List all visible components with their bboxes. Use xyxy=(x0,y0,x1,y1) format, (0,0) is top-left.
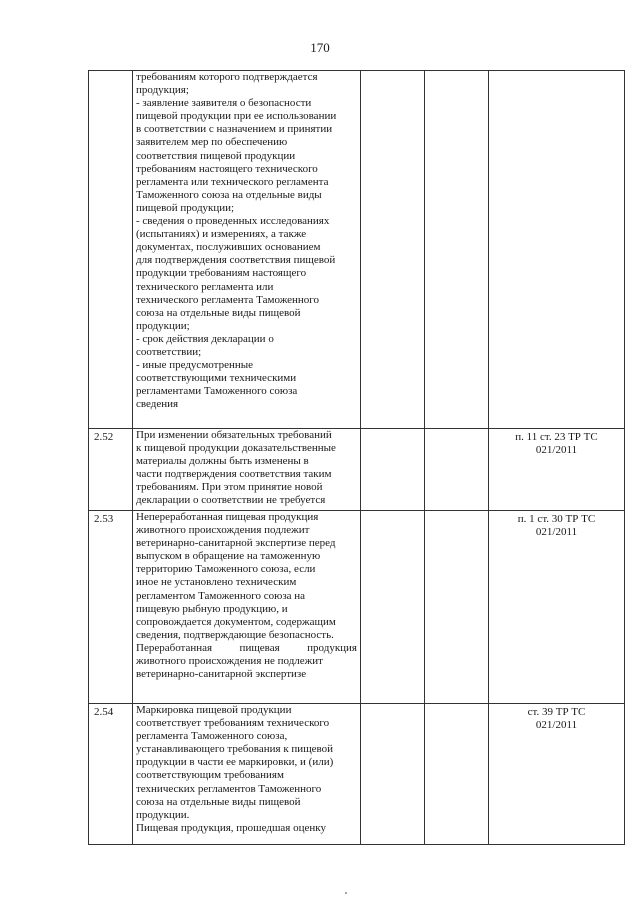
table-row-2-54 xyxy=(89,704,625,845)
blank-cell xyxy=(361,704,425,845)
requirements-table xyxy=(88,70,625,845)
table-row-continuation xyxy=(89,71,625,429)
requirement-text-cell xyxy=(133,71,361,429)
text-line: продукции; xyxy=(136,319,190,332)
text-line: устанавливающего требования к пищевой xyxy=(136,743,334,756)
text-line: продукции требованиям настоящего xyxy=(136,267,307,280)
text-line: технического регламента Таможенного xyxy=(136,293,320,306)
text-line: Непереработанная пищевая продукция xyxy=(136,511,319,523)
text-line: Переработанная пищевая продукция xyxy=(136,641,357,654)
text-line: материалы должны быть изменены в xyxy=(136,455,309,468)
text-line: регламентами Таможенного союза xyxy=(136,385,298,398)
text-line: иное не установлено техническим xyxy=(136,576,297,589)
text-line: Маркировка пищевой продукции xyxy=(136,704,292,716)
text-line: требованиям. При этом принятие новой xyxy=(136,481,323,494)
blank-cell xyxy=(361,71,425,429)
reference-line: 021/2011 xyxy=(535,526,578,539)
text-line: требованиям настоящего технического xyxy=(136,162,318,175)
text-line: Таможенного союза на отдельные виды xyxy=(136,188,322,201)
reference-cell xyxy=(489,511,625,704)
item-number-cell xyxy=(89,71,133,429)
blank-cell xyxy=(425,429,489,511)
text-line: пищевой продукции при ее использовании xyxy=(136,110,337,123)
text-line: технических регламентов Таможенного xyxy=(136,782,322,795)
text-line: в соответствии с назначением и принятии xyxy=(136,123,333,136)
requirement-text-cell xyxy=(133,511,361,704)
text-line: животного происхождения не подлежит xyxy=(136,655,323,668)
text-line: соответствующими техническими xyxy=(136,372,297,385)
text-line: - срок действия декларации о xyxy=(136,332,274,345)
text-line: Пищевая продукция, прошедшая оценку xyxy=(136,821,326,834)
text-line: части подтверждения соответствия таким xyxy=(136,468,332,481)
text-line: соответствует требованиям технического xyxy=(136,717,330,730)
text-line: (испытаниях) и измерениях, а также xyxy=(136,228,307,241)
text-line: продукция; xyxy=(136,84,189,97)
text-line: продукции в части ее маркировки, и (или) xyxy=(136,756,334,769)
text-line: территорию Таможенного союза, если xyxy=(136,563,316,576)
reference-cell xyxy=(489,71,625,429)
item-number-cell: 2.54 xyxy=(89,704,133,845)
text-line: животного происхождения подлежит xyxy=(136,524,310,537)
reference-line: 021/2011 xyxy=(535,719,578,732)
reference-line: ст. 39 ТР ТС xyxy=(527,706,586,718)
text-line: регламента Таможенного союза, xyxy=(136,730,288,743)
text-line: пищевую рыбную продукцию, и xyxy=(136,602,288,615)
text-line: заявителем мер по обеспечению xyxy=(136,136,288,149)
text-line: пищевой продукции; xyxy=(136,201,235,214)
blank-cell xyxy=(425,704,489,845)
text-line: для подтверждения соответствия пищевой xyxy=(136,254,336,267)
text-line: При изменении обязательных требований xyxy=(136,429,332,441)
text-line: продукции. xyxy=(136,808,190,821)
blank-cell xyxy=(425,71,489,429)
text-line: сведения xyxy=(136,398,179,411)
reference-line: п. 1 ст. 30 ТР ТС xyxy=(517,513,596,525)
text-line: документах, послуживших основанием xyxy=(136,241,321,254)
reference-cell xyxy=(489,704,625,845)
text-line: - заявление заявителя о безопасности xyxy=(136,97,312,110)
text-line: соответствии; xyxy=(136,345,202,358)
text-line: ветеринарно-санитарной экспертизе xyxy=(136,668,307,681)
blank-cell xyxy=(361,429,425,511)
scan-speck xyxy=(345,892,347,894)
reference-line: 021/2011 xyxy=(535,444,578,457)
text-line: технического регламента или xyxy=(136,280,274,293)
text-line: союза на отдельные виды пищевой xyxy=(136,795,301,808)
table-row-2-53 xyxy=(89,511,625,704)
text-line: сведения, подтверждающие безопасность. xyxy=(136,628,334,641)
table-row-2-52 xyxy=(89,429,625,511)
text-line: к пищевой продукции доказательственные xyxy=(136,442,336,455)
text-line: - иные предусмотренные xyxy=(136,359,253,372)
text-line: сопровождается документом, содержащим xyxy=(136,615,336,628)
requirement-text-cell xyxy=(133,429,361,511)
text-line: соответствия пищевой продукции xyxy=(136,149,296,162)
page-number: 170 xyxy=(310,40,330,55)
text-line: - сведения о проведенных исследованиях xyxy=(136,215,330,228)
requirement-text-cell xyxy=(133,704,361,845)
text-line: декларации о соответствии не требуется xyxy=(136,494,326,507)
text-line: выпуском в обращение на таможенную xyxy=(136,550,321,563)
text-line: ветеринарно-санитарной экспертизе перед xyxy=(136,537,336,550)
reference-cell xyxy=(489,429,625,511)
text-line: соответствующим требованиям xyxy=(136,769,284,782)
item-number-cell: 2.53 xyxy=(89,511,133,704)
text-line: требованиям которого подтверждается xyxy=(136,71,318,83)
text-line: регламента или технического регламента xyxy=(136,175,329,188)
text-line: союза на отдельные виды пищевой xyxy=(136,306,301,319)
blank-cell xyxy=(361,511,425,704)
reference-line: п. 11 ст. 23 ТР ТС xyxy=(515,431,598,443)
item-number-cell: 2.52 xyxy=(89,429,133,511)
blank-cell xyxy=(425,511,489,704)
text-line: регламентом Таможенного союза на xyxy=(136,589,306,602)
